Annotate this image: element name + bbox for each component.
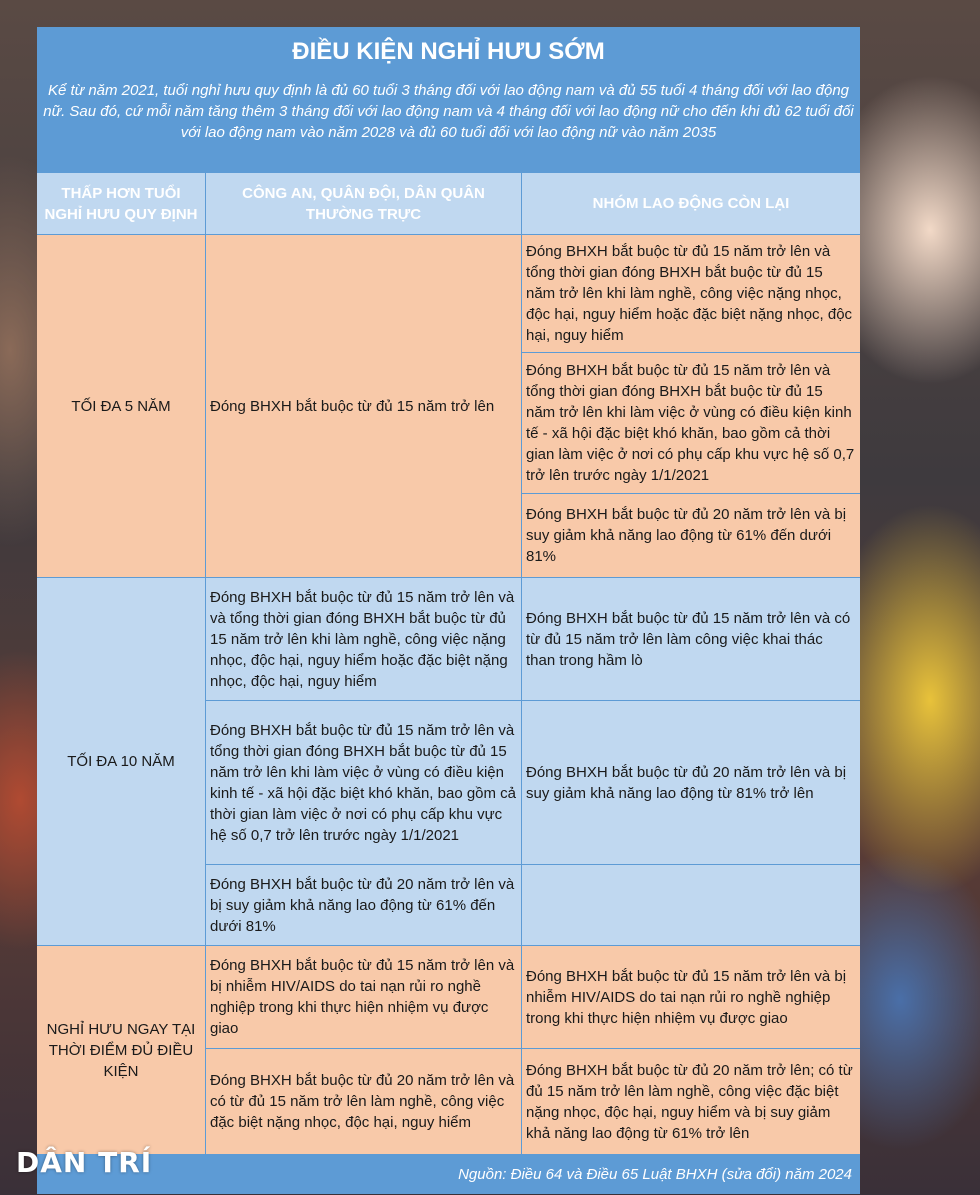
condition-cell: Đóng BHXH bắt buộc từ đủ 15 năm trở lên và tổng thời gian đóng BHXH bắt buộc từ đủ 15 năm trở lên khi làm nghề, công việc nặng nhọc, độc hại, nguy hiểm hoặc đặc biệt nặng nhọc, độc hại, nguy hiểm: [522, 235, 860, 353]
condition-cell: Đóng BHXH bắt buộc từ đủ 15 năm trở lên và bị nhiễm HIV/AIDS do tai nạn rủi ro nghề nghiệp trong khi thực hiện nhiệm vụ được giao: [522, 946, 860, 1049]
condition-cell-empty: [522, 865, 860, 946]
header-other-workers: NHÓM LAO ĐỘNG CÒN LẠI: [522, 173, 860, 235]
header-age-below: THẤP HƠN TUỔI NGHỈ HƯU QUY ĐỊNH: [37, 173, 206, 235]
condition-cell: Đóng BHXH bắt buộc từ đủ 20 năm trở lên; có từ đủ 15 năm trở lên làm nghề, công việc đặc biệt nặng nhọc, độc hại, nguy hiểm và bị suy giảm khả năng lao động từ 61% trở lên: [522, 1049, 860, 1154]
condition-cell: Đóng BHXH bắt buộc từ đủ 15 năm trở lên: [206, 235, 522, 578]
condition-cell: Đóng BHXH bắt buộc từ đủ 15 năm trở lên và và tổng thời gian đóng BHXH bắt buộc từ đủ 15 năm trở lên khi làm nghề, công việc nặng nhọc, độc hại, nguy hiểm hoặc đặc biệt nặng nhọc, độc hại, nguy hiểm: [206, 578, 522, 701]
condition-cell: Đóng BHXH bắt buộc từ đủ 20 năm trở lên và bị suy giảm khả năng lao động từ 81% trở lên: [522, 701, 860, 865]
page-title: ĐIỀU KIỆN NGHỈ HƯU SỚM: [37, 27, 860, 76]
condition-cell: Đóng BHXH bắt buộc từ đủ 15 năm trở lên và tổng thời gian đóng BHXH bắt buộc từ đủ 15 năm trở lên khi làm việc ở vùng có điều kiện kinh tế - xã hội đặc biệt khó khăn, bao gồm cả thời gian làm việc ở nơi có phụ cấp khu vực hệ số 0,7 trở lên trước ngày 1/1/2021: [206, 701, 522, 865]
infographic-panel: [37, 27, 860, 1183]
condition-cell: Đóng BHXH bắt buộc từ đủ 20 năm trở lên và bị suy giảm khả năng lao động từ 61% đến dưới 81%: [522, 494, 860, 578]
header-police-army: CÔNG AN, QUÂN ĐỘI, DÂN QUÂN THƯỜNG TRỰC: [206, 173, 522, 235]
dantri-logo: DÂN TRÍ: [16, 1146, 153, 1179]
condition-cell: Đóng BHXH bắt buộc từ đủ 15 năm trở lên và có từ đủ 15 năm trở lên làm công việc khai thác than trong hầm lò: [522, 578, 860, 701]
condition-cell: Đóng BHXH bắt buộc từ đủ 20 năm trở lên và bị suy giảm khả năng lao động từ 61% đến dưới 81%: [206, 865, 522, 946]
condition-cell: Đóng BHXH bắt buộc từ đủ 15 năm trở lên và bị nhiễm HIV/AIDS do tai nạn rủi ro nghề nghiệp trong khi thực hiện nhiệm vụ được giao: [206, 946, 522, 1049]
condition-cell: Đóng BHXH bắt buộc từ đủ 15 năm trở lên và tổng thời gian đóng BHXH bắt buộc từ đủ 15 năm trở lên khi làm việc ở vùng có điều kiện kinh tế - xã hội đặc biệt khó khăn, bao gồm cả thời gian làm việc ở nơi có phụ cấp khu vực hệ số 0,7 trở lên trước ngày 1/1/2021: [522, 353, 860, 494]
source-note: Nguồn: Điều 64 và Điều 65 Luật BHXH (sửa đổi) năm 2024: [37, 1154, 860, 1194]
condition-cell: Đóng BHXH bắt buộc từ đủ 20 năm trở lên và có từ đủ 15 năm trở lên làm nghề, công việc đặc biệt nặng nhọc, độc hại, nguy hiểm: [206, 1049, 522, 1154]
group-label: NGHỈ HƯU NGAY TẠI THỜI ĐIỂM ĐỦ ĐIỀU KIỆN: [37, 946, 206, 1154]
group-label: TỐI ĐA 5 NĂM: [37, 235, 206, 578]
group-label: TỐI ĐA 10 NĂM: [37, 578, 206, 946]
intro-text: Kể từ năm 2021, tuổi nghỉ hưu quy định là đủ 60 tuổi 3 tháng đối với lao động nam và đủ 55 tuổi 4 tháng đối với lao động nữ. Sau đó, cứ mỗi năm tăng thêm 3 tháng đối với lao động nam và 4 tháng đối với lao động nữ cho đến khi đủ 62 tuổi đối với lao động nam vào năm 2028 và đủ 60 tuổi đối với lao động nữ vào năm 2035: [37, 76, 860, 173]
